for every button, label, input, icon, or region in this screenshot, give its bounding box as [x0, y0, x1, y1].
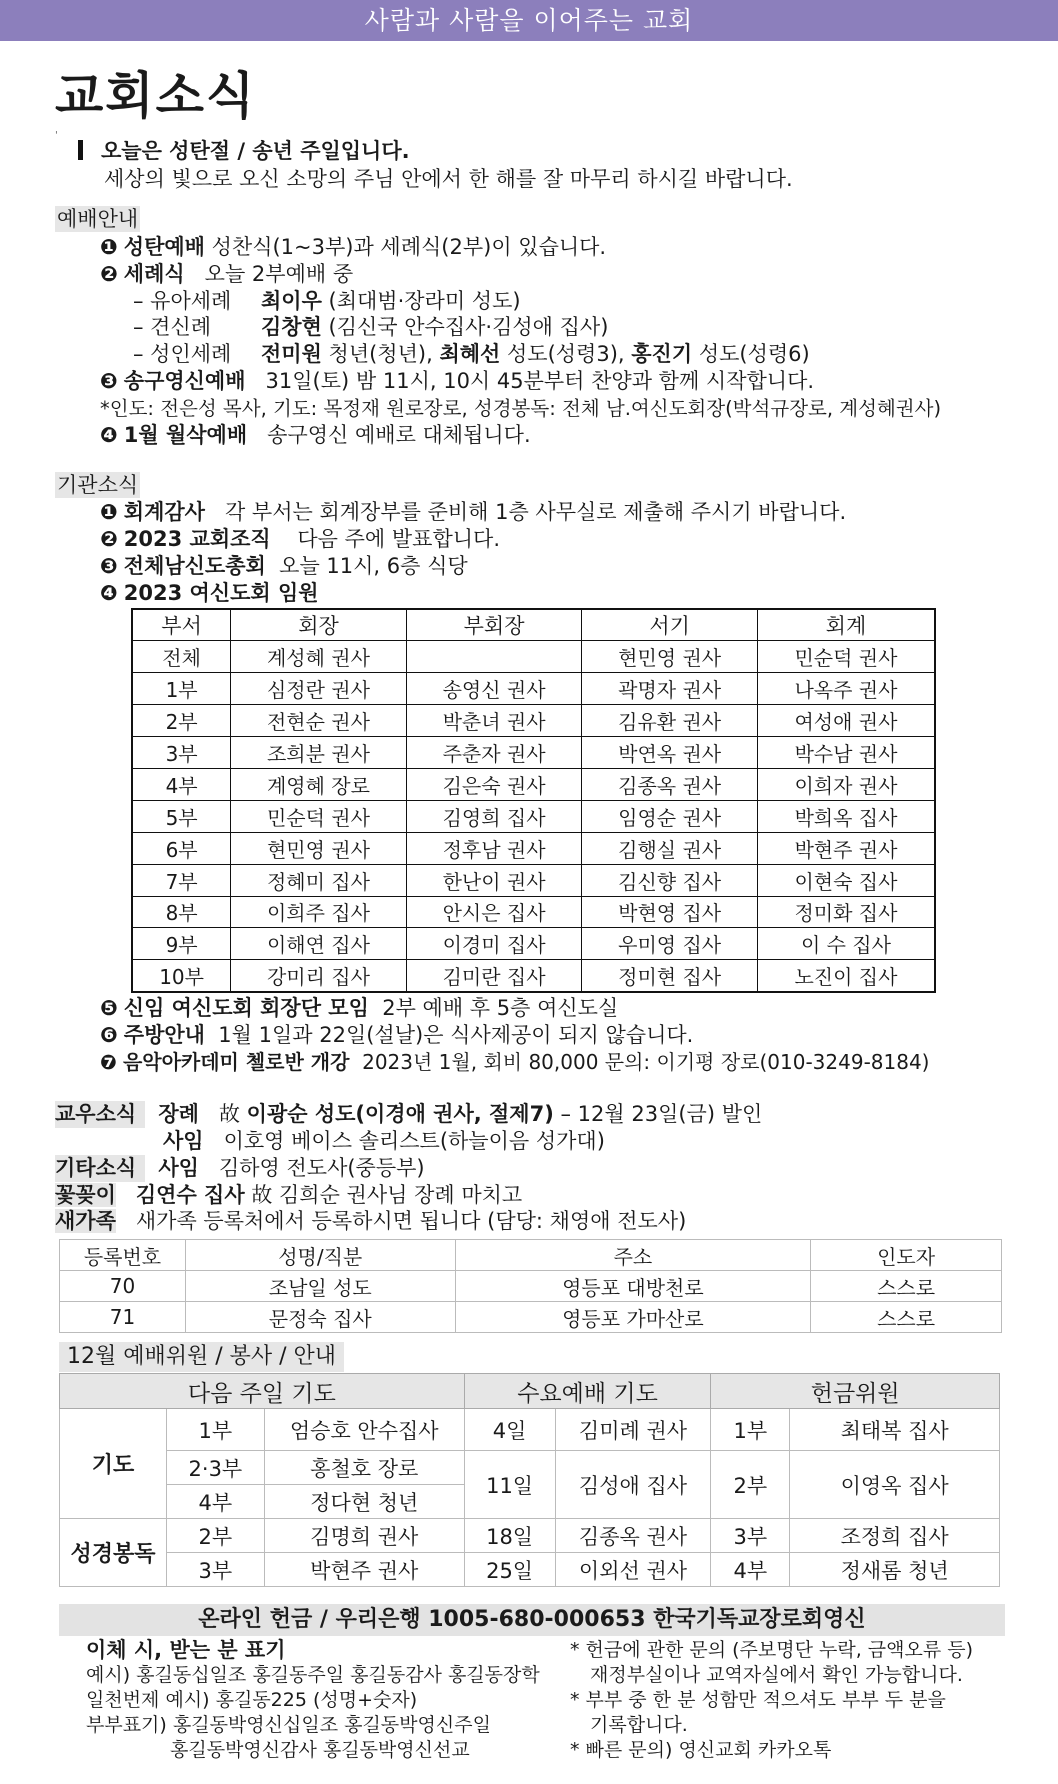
sunday-service: 3부: [166, 1553, 264, 1587]
offering-note-5: * 빠른 문의) 영신교회 카카오톡: [570, 1739, 832, 1761]
sunday-service: 4부: [166, 1485, 264, 1519]
officers-cell: 정미화 집사: [757, 896, 935, 928]
officers-cell: 박현영 집사: [582, 896, 758, 928]
officers-cell: 우미영 집사: [582, 928, 758, 960]
officers-cell: 이현숙 집사: [757, 864, 935, 896]
newfam-header: 성명/직분: [185, 1240, 455, 1271]
officers-header: 부서: [132, 609, 231, 641]
roster-table: [59, 1373, 1000, 1587]
officers-cell: [406, 641, 582, 673]
officers-cell: 김유환 권사: [582, 705, 758, 737]
worship-note: *인도: 전은성 목사, 기도: 목정재 원로장로, 성경봉독: 전체 남.여신도회장(박석규장로, 계성혜권사): [100, 397, 942, 420]
offering-person: 정새롬 청년: [790, 1553, 1000, 1587]
offering-service: 1부: [711, 1409, 790, 1451]
officers-row: [132, 832, 935, 864]
officers-cell: 박희옥 집사: [757, 800, 935, 832]
newfam-cell: 영등포 가마산로: [455, 1302, 811, 1333]
officers-row: [132, 800, 935, 832]
members-resign-line: 사임 이호영 베이스 솔리스트(하늘이음 성가대): [163, 1129, 605, 1153]
officers-cell: 이희자 권사: [757, 768, 935, 800]
officers-header: 회장: [231, 609, 407, 641]
officers-cell: 강미리 집사: [231, 960, 407, 992]
officers-dept-cell: 전체: [132, 641, 231, 673]
baptism-infant: – 유아세례 최이우 (최대범·장라미 성도): [133, 289, 521, 313]
officers-cell: 김영희 집사: [406, 800, 582, 832]
baptism-adult: – 성인세례 전미원 청년(청년), 최혜선 성도(성령3), 홍진기 성도(성령6): [133, 342, 810, 366]
officers-dept-cell: 7부: [132, 864, 231, 896]
intro-bar-icon: [78, 140, 83, 160]
org-item-3: ❸ 전체남신도총회 오늘 11시, 6층 식당: [100, 554, 468, 578]
officers-cell: 노진이 집사: [757, 960, 935, 992]
transfer-example-3: 부부표기) 홍길동박영신십일조 홍길동박영신주일: [86, 1714, 491, 1736]
officers-cell: 김신향 집사: [582, 864, 758, 896]
officers-row: [132, 705, 935, 737]
newfam-cell: 71: [60, 1302, 186, 1333]
newfam-header: 주소: [455, 1240, 811, 1271]
officers-cell: 민순덕 권사: [757, 641, 935, 673]
transfer-example-1: 예시) 홍길동십일조 홍길동주일 홍길동감사 홍길동장학: [86, 1664, 540, 1686]
roster-row: [60, 1451, 1000, 1485]
officers-cell: 이해연 집사: [231, 928, 407, 960]
intro-line1: 오늘은 성탄절 / 송년 주일입니다.: [78, 138, 410, 165]
officers-cell: 김종옥 권사: [582, 768, 758, 800]
officers-cell: 심정란 권사: [231, 673, 407, 705]
officers-cell: 나옥주 권사: [757, 673, 935, 705]
offering-person: 이영옥 집사: [790, 1451, 1000, 1519]
org-item-6: ❻ 주방안내 1월 1일과 22일(설날)은 식사제공이 되지 않습니다.: [100, 1023, 694, 1047]
officers-cell: 이희주 집사: [231, 896, 407, 928]
intro-line2: 세상의 빛으로 오신 소망의 주님 안에서 한 해를 잘 마무리 하시길 바랍니다.: [104, 167, 793, 191]
members-heading: 교우소식: [55, 1101, 145, 1128]
prayer-label: 기도: [60, 1409, 167, 1519]
officers-row: [132, 737, 935, 769]
wed-person: 김미례 권사: [555, 1409, 711, 1451]
members-funeral-line: 교우소식 장례 故 이광순 성도(이경애 권사, 절제7) – 12월 23일(금) 발인: [55, 1102, 763, 1126]
newfamily-heading: 새가족: [55, 1209, 116, 1233]
worship-item-3: ❸ 송구영신예배 31일(토) 밤 11시, 10시 45분부터 찬양과 함께 시작합니다.: [100, 369, 815, 393]
newfam-cell: 조남일 성도: [185, 1271, 455, 1302]
officers-cell: 현민영 권사: [582, 641, 758, 673]
newfam-row: [60, 1271, 1002, 1302]
officers-header: 회계: [757, 609, 935, 641]
officers-cell: 이 수 집사: [757, 928, 935, 960]
newfam-cell: 스스로: [811, 1271, 1002, 1302]
officers-cell: 김은숙 권사: [406, 768, 582, 800]
officers-cell: 민순덕 권사: [231, 800, 407, 832]
roster-row: [60, 1409, 1000, 1451]
newfam-cell: 문정숙 집사: [185, 1302, 455, 1333]
newfam-header: 인도자: [811, 1240, 1002, 1271]
officers-dept-cell: 2부: [132, 705, 231, 737]
officers-cell: 곽명자 권사: [582, 673, 758, 705]
roster-header-wednesday: 수요예배 기도: [464, 1374, 711, 1409]
officers-cell: 여성애 권사: [757, 705, 935, 737]
officers-header: 부회장: [406, 609, 582, 641]
officers-cell: 전현순 권사: [231, 705, 407, 737]
page-title: 교회소식: [55, 67, 257, 125]
offering-note-4: 기록합니다.: [590, 1714, 688, 1736]
officers-dept-cell: 4부: [132, 768, 231, 800]
officers-cell: 정후남 권사: [406, 832, 582, 864]
officers-row: [132, 864, 935, 896]
officers-cell: 박현주 권사: [757, 832, 935, 864]
officers-row: [132, 928, 935, 960]
wed-date: 4일: [464, 1409, 555, 1451]
officers-cell: 현민영 권사: [231, 832, 407, 864]
newfam-cell: 스스로: [811, 1302, 1002, 1333]
flower-heading: 꽃꽂이: [55, 1183, 116, 1207]
officers-row: [132, 641, 935, 673]
org-heading: 기관소식: [57, 473, 139, 497]
officers-cell: 조희분 권사: [231, 737, 407, 769]
sunday-person: 정다현 청년: [264, 1485, 464, 1519]
wed-person: 이외선 권사: [555, 1553, 711, 1587]
worship-item-1: ❶ 성탄예배 성찬식(1~3부)과 세례식(2부)이 있습니다.: [100, 235, 607, 259]
other-news-line: 기타소식 사임 김하영 전도사(중등부): [55, 1156, 425, 1180]
officers-dept-cell: 5부: [132, 800, 231, 832]
transfer-title: 이체 시, 받는 분 표기: [86, 1638, 286, 1662]
offering-person: 최태복 집사: [790, 1409, 1000, 1451]
reading-label: 성경봉독: [60, 1519, 167, 1587]
officers-cell: 임영순 권사: [582, 800, 758, 832]
sunday-person: 박현주 권사: [264, 1553, 464, 1587]
officers-cell: 정혜미 집사: [231, 864, 407, 896]
newfam-cell: 70: [60, 1271, 186, 1302]
officers-cell: 계성혜 권사: [231, 641, 407, 673]
officers-dept-cell: 9부: [132, 928, 231, 960]
officers-cell: 박수남 권사: [757, 737, 935, 769]
officers-cell: 박연옥 권사: [582, 737, 758, 769]
officers-cell: 정미현 집사: [582, 960, 758, 992]
offering-note-2: 재정부실이나 교역자실에서 확인 가능합니다.: [590, 1664, 963, 1686]
roster-heading: 12월 예배위원 / 봉사 / 안내: [59, 1342, 344, 1372]
officers-cell: 한난이 권사: [406, 864, 582, 896]
officers-row: [132, 673, 935, 705]
sunday-person: 엄승호 안수집사: [264, 1409, 464, 1451]
sunday-service: 2·3부: [166, 1451, 264, 1485]
newfam-cell: 영등포 대방천로: [455, 1271, 811, 1302]
transfer-example-4: 홍길동박영신감사 홍길동박영신선교: [170, 1739, 470, 1761]
officers-row: [132, 960, 935, 992]
wed-person: 김종옥 권사: [555, 1519, 711, 1553]
officers-cell: 김행실 권사: [582, 832, 758, 864]
offering-person: 조정희 집사: [790, 1519, 1000, 1553]
newfam-header-row: [60, 1240, 1002, 1271]
org-item-1: ❶ 회계감사 각 부서는 회계장부를 준비해 1층 사무실로 제출해 주시기 바랍니다.: [100, 500, 847, 524]
roster-row: [60, 1553, 1000, 1587]
org-item-5: ❺ 신임 여신도회 회장단 모임 2부 예배 후 5층 여신도실: [100, 996, 619, 1020]
officers-row: [132, 768, 935, 800]
offering-note-1: * 헌금에 관한 문의 (주보명단 누락, 금액오류 등): [570, 1639, 974, 1661]
wed-person: 김성애 집사: [555, 1451, 711, 1519]
officers-cell: 김미란 집사: [406, 960, 582, 992]
roster-header-sunday: 다음 주일 기도: [60, 1374, 465, 1409]
org-item-7: ❼ 음악아카데미 첼로반 개강 2023년 1월, 회비 80,000 문의: 이기평 장로(010-3249-8184): [100, 1050, 930, 1074]
flower-line: 꽃꽂이 김연수 집사 故 김희순 권사님 장례 마치고: [55, 1183, 523, 1207]
wed-date: 11일: [464, 1451, 555, 1519]
offering-service: 2부: [711, 1451, 790, 1519]
officers-header: 서기: [582, 609, 758, 641]
officers-cell: 이경미 집사: [406, 928, 582, 960]
other-news-heading: 기타소식: [55, 1155, 145, 1182]
new-family-table: [59, 1239, 1002, 1333]
org-item-4: ❹ 2023 여신도회 임원: [100, 581, 319, 605]
roster-header-offering: 헌금위원: [711, 1374, 1000, 1409]
wed-date: 18일: [464, 1519, 555, 1553]
wed-date: 25일: [464, 1553, 555, 1587]
officers-dept-cell: 10부: [132, 960, 231, 992]
worship-item-2: ❷ 세례식 오늘 2부예배 중: [100, 262, 354, 286]
officers-cell: 안시은 집사: [406, 896, 582, 928]
officers-row: [132, 896, 935, 928]
page-mark: ': [55, 130, 58, 141]
officers-dept-cell: 8부: [132, 896, 231, 928]
officers-cell: 계영혜 장로: [231, 768, 407, 800]
officers-cell: 박춘녀 권사: [406, 705, 582, 737]
officers-cell: 주춘자 권사: [406, 737, 582, 769]
online-offering-bar: 온라인 헌금 / 우리은행 1005-680-000653 한국기독교장로회영신: [59, 1604, 1005, 1636]
officers-header-row: [132, 609, 935, 641]
sunday-service: 1부: [166, 1409, 264, 1451]
officers-dept-cell: 3부: [132, 737, 231, 769]
transfer-example-2: 일천번제 예시) 홍길동225 (성명+숫자): [86, 1689, 418, 1711]
worship-heading: 예배안내: [57, 207, 139, 231]
sunday-service: 2부: [166, 1519, 264, 1553]
newfam-header: 등록번호: [60, 1240, 186, 1271]
org-item-2: ❷ 2023 교회조직 다음 주에 발표합니다.: [100, 527, 500, 551]
offering-service: 4부: [711, 1553, 790, 1587]
worship-item-4: ❹ 1월 월삭예배 송구영신 예배로 대체됩니다.: [100, 423, 531, 447]
top-banner: 사람과 사람을 이어주는 교회: [0, 0, 1058, 41]
officers-table: [131, 608, 936, 993]
baptism-confirmation: – 견신례 김창현 (김신국 안수집사·김성애 집사): [133, 315, 609, 339]
officers-dept-cell: 6부: [132, 832, 231, 864]
offering-service: 3부: [711, 1519, 790, 1553]
roster-header-row: [60, 1374, 1000, 1409]
roster-row: [60, 1519, 1000, 1553]
sunday-person: 김명희 권사: [264, 1519, 464, 1553]
officers-dept-cell: 1부: [132, 673, 231, 705]
newfam-row: [60, 1302, 1002, 1333]
newfamily-line: 새가족 새가족 등록처에서 등록하시면 됩니다 (담당: 채영애 전도사): [55, 1209, 687, 1233]
officers-cell: 송영신 권사: [406, 673, 582, 705]
sunday-person: 홍철호 장로: [264, 1451, 464, 1485]
offering-note-3: * 부부 중 한 분 성함만 적으셔도 부부 두 분을: [570, 1689, 946, 1711]
